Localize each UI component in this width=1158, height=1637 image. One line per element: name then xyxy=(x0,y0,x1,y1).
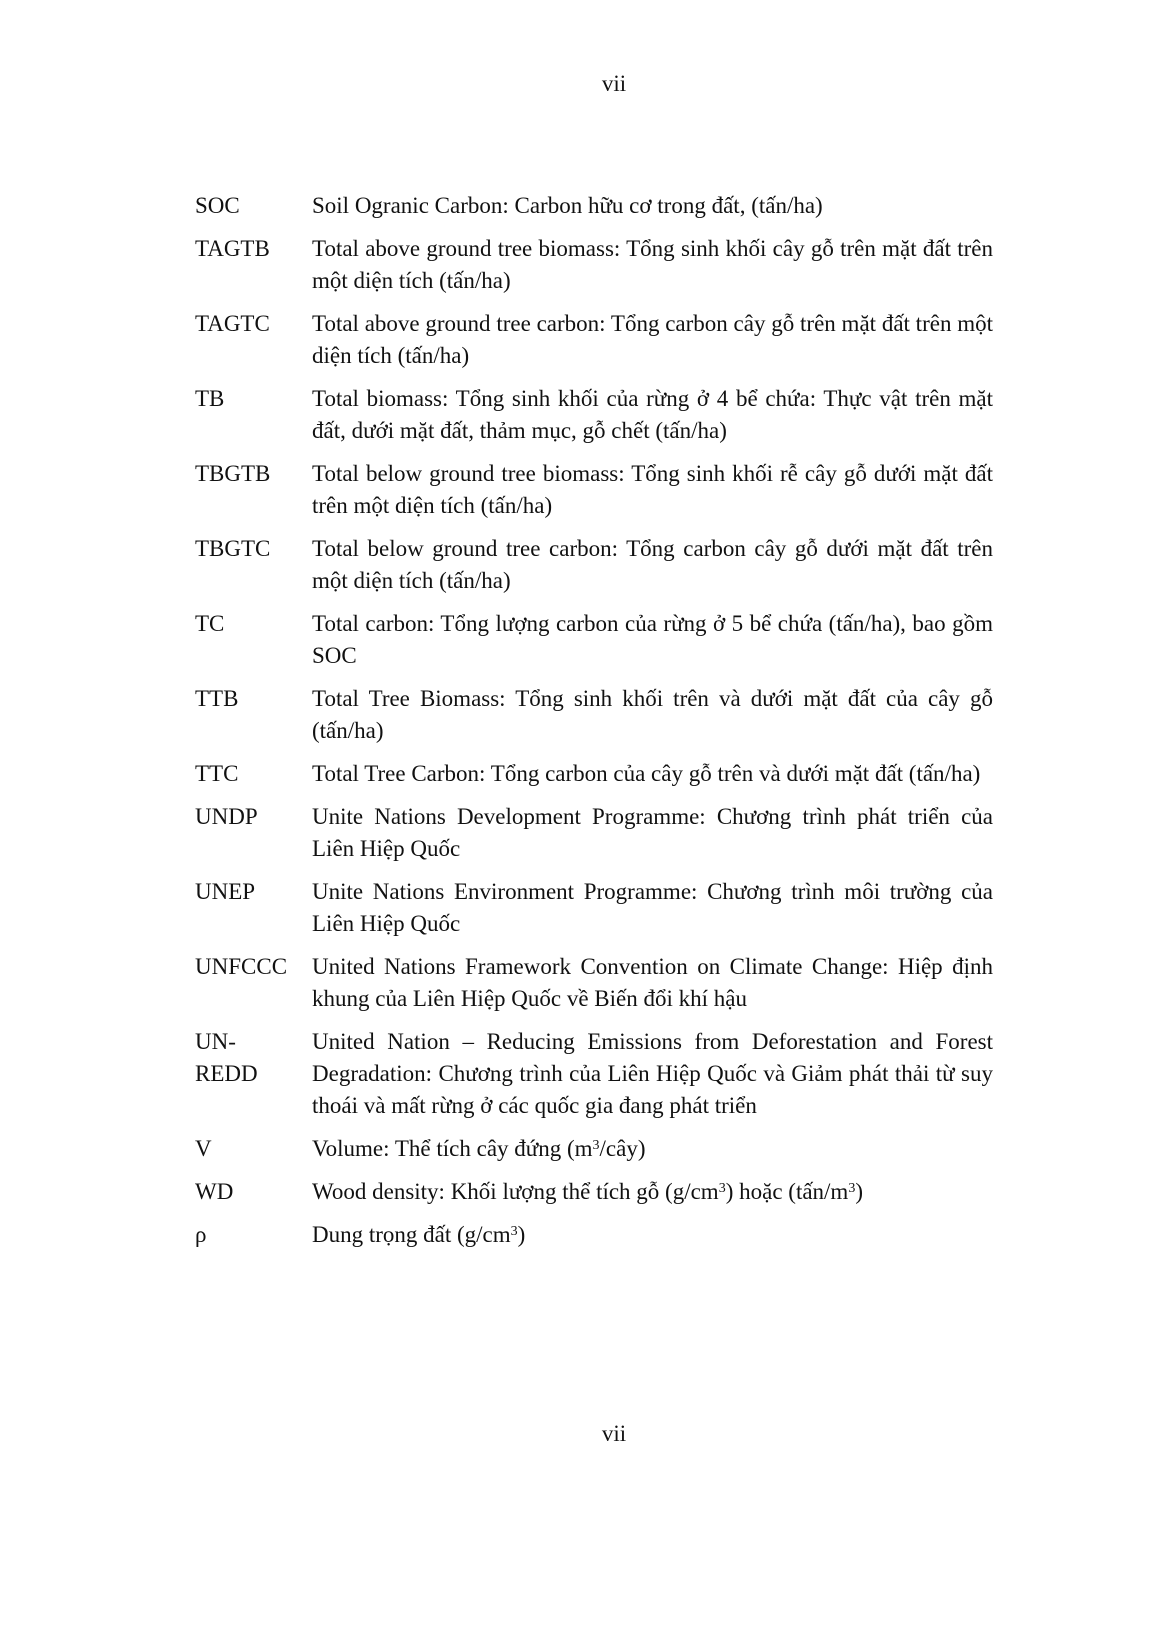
abbreviation-definition: Total Tree Biomass: Tổng sinh khối trên và dưới mặt đất của cây gỗ (tấn/ha) xyxy=(312,686,993,743)
definition-text: Volume: Thể tích cây đứng (m xyxy=(312,1136,593,1161)
abbreviation-definition: Total below ground tree carbon: Tổng carbon cây gỗ dưới mặt đất trên một diện tích (tấn/ha) xyxy=(312,536,993,593)
abbreviation-term: SOC xyxy=(195,193,240,218)
abbreviation-term-line: REDD xyxy=(195,1061,258,1086)
abbreviation-definition xyxy=(312,1219,993,1251)
definition-text: Wood density: Khối lượng thể tích gỗ (g/cm xyxy=(312,1179,719,1204)
superscript: 3 xyxy=(592,1138,600,1153)
abbreviation-definition: Total above ground tree biomass: Tổng sinh khối cây gỗ trên mặt đất trên một diện tích (tấn/ha) xyxy=(312,236,993,293)
definition-text: /cây) xyxy=(599,1136,646,1161)
abbreviation-row xyxy=(195,951,993,1015)
abbreviation-row xyxy=(195,233,993,297)
abbreviation-term: UNDP xyxy=(195,804,258,829)
abbreviation-row xyxy=(195,683,993,747)
abbreviation-definition xyxy=(312,1133,993,1165)
abbreviation-row xyxy=(195,876,993,940)
abbreviation-definition: United Nations Framework Convention on Climate Change: Hiệp định khung của Liên Hiệp Quốc về Biến đổi khí hậu xyxy=(312,954,993,1011)
abbreviation-term: TBGTB xyxy=(195,461,271,486)
abbreviation-term: TAGTB xyxy=(195,236,270,261)
abbreviation-row xyxy=(195,1026,993,1122)
superscript: 3 xyxy=(718,1181,726,1196)
abbreviation-term: V xyxy=(195,1136,212,1161)
abbreviation-term: ρ xyxy=(195,1222,207,1247)
superscript: 3 xyxy=(510,1224,518,1239)
abbreviation-definition: Total Tree Carbon: Tổng carbon của cây gỗ trên và dưới mặt đất (tấn/ha) xyxy=(312,761,981,786)
abbreviation-definition xyxy=(312,1176,993,1208)
definition-text: ) hoặc (tấn/m xyxy=(725,1179,849,1204)
abbreviation-definition: Total below ground tree biomass: Tổng sinh khối rễ cây gỗ dưới mặt đất trên một diện tích (tấn/ha) xyxy=(312,461,993,518)
abbreviation-term: TTC xyxy=(195,761,239,786)
abbreviation-definition: Unite Nations Development Programme: Chương trình phát triển của Liên Hiệp Quốc xyxy=(312,804,993,861)
abbreviation-row xyxy=(195,190,993,222)
abbreviation-term: UNEP xyxy=(195,879,256,904)
abbreviation-definition: Total carbon: Tổng lượng carbon của rừng ở 5 bể chứa (tấn/ha), bao gồm SOC xyxy=(312,611,993,668)
abbreviation-row xyxy=(195,608,993,672)
definition-text: Dung trọng đất (g/cm xyxy=(312,1222,511,1247)
page-number-header: vii xyxy=(601,71,627,96)
abbreviation-definition: Total above ground tree carbon: Tổng carbon cây gỗ trên mặt đất trên một diện tích (tấn/ha) xyxy=(312,311,993,368)
abbreviation-term: WD xyxy=(195,1179,234,1204)
abbreviation-row xyxy=(195,1219,993,1251)
abbreviation-definition: Unite Nations Environment Programme: Chương trình môi trường của Liên Hiệp Quốc xyxy=(312,879,993,936)
definition-text: ) xyxy=(855,1179,863,1204)
abbreviation-term xyxy=(195,1026,312,1090)
abbreviation-row xyxy=(195,533,993,597)
abbreviation-definition: Total biomass: Tổng sinh khối của rừng ở 4 bể chứa: Thực vật trên mặt đất, dưới mặt đất, thảm mục, gỗ chết (tấn/ha) xyxy=(312,386,993,443)
abbreviation-row xyxy=(195,1176,993,1208)
superscript: 3 xyxy=(848,1181,856,1196)
abbreviation-term: UNFCCC xyxy=(195,954,288,979)
abbreviation-definition: Soil Ogranic Carbon: Carbon hữu cơ trong đất, (tấn/ha) xyxy=(312,193,823,218)
abbreviation-term: TB xyxy=(195,386,225,411)
abbreviation-term: TBGTC xyxy=(195,536,271,561)
abbreviation-row xyxy=(195,458,993,522)
abbreviation-term: TAGTC xyxy=(195,311,270,336)
definition-text: ) xyxy=(517,1222,526,1247)
abbreviation-term: TC xyxy=(195,611,225,636)
abbreviation-list xyxy=(195,190,993,1262)
abbreviation-row xyxy=(195,1133,993,1165)
abbreviation-row xyxy=(195,801,993,865)
abbreviation-row xyxy=(195,308,993,372)
abbreviation-term: TTB xyxy=(195,686,239,711)
abbreviation-row xyxy=(195,758,993,790)
abbreviation-definition: United Nation – Reducing Emissions from Deforestation and Forest Degradation: Chương trình của Liên Hiệp Quốc và Giảm phát thải từ suy thoái và mất rừng ở các quốc gia đang phát triển xyxy=(312,1029,993,1118)
abbreviation-row xyxy=(195,383,993,447)
abbreviation-term-line: UN- xyxy=(195,1029,236,1054)
page-number-footer: vii xyxy=(601,1421,627,1446)
